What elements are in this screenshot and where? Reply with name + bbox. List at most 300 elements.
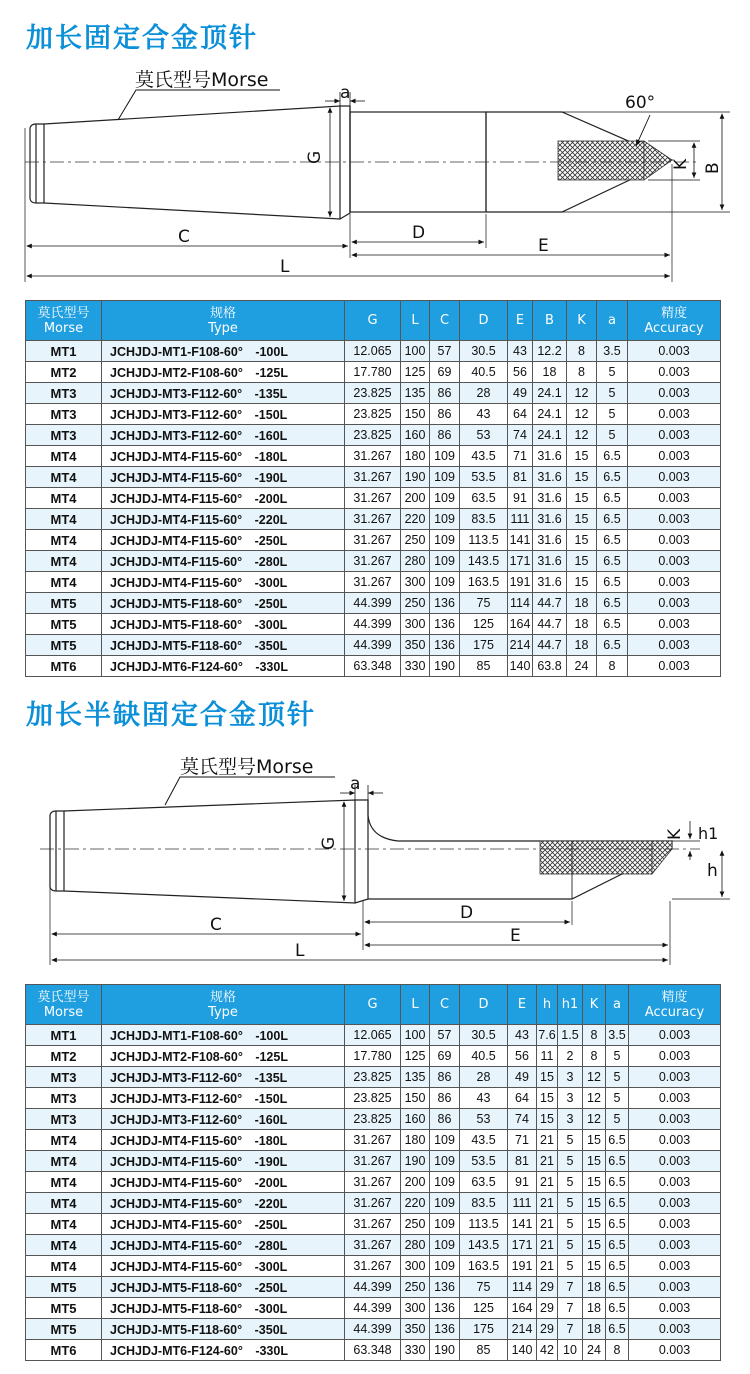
table-cell: 6.5	[606, 1235, 629, 1256]
table-cell: 10	[558, 1340, 583, 1361]
cell-morse: MT5	[26, 1298, 102, 1319]
dim2-label-h1: h1	[698, 824, 719, 843]
header-g: G	[345, 301, 401, 341]
header-c: C	[430, 985, 460, 1025]
table-cell: 135	[401, 383, 430, 404]
table-cell: 136	[430, 1298, 460, 1319]
table-cell: 31.6	[533, 509, 567, 530]
table-row	[26, 362, 721, 383]
table-header-row	[26, 301, 721, 341]
cell-morse: MT4	[26, 1130, 102, 1151]
cell-type: JCHJDJ-MT4-F115-60° -250L	[102, 1214, 345, 1235]
cell-morse: MT6	[26, 656, 102, 677]
cell-morse: MT6	[26, 1340, 102, 1361]
table-cell: 15	[567, 572, 597, 593]
cell-morse: MT5	[26, 1277, 102, 1298]
table-cell: 125	[460, 1298, 508, 1319]
table-cell: 6.5	[606, 1193, 629, 1214]
table-cell: 18	[583, 1319, 606, 1340]
table-cell: 43.5	[460, 1130, 508, 1151]
table-cell: 12	[583, 1067, 606, 1088]
table-cell: 164	[508, 1298, 537, 1319]
cell-type: JCHJDJ-MT1-F108-60° -100L	[102, 341, 345, 362]
table-cell: 56	[508, 1046, 537, 1067]
table-cell: 163.5	[460, 572, 508, 593]
table-cell: 31.267	[345, 488, 401, 509]
table-cell: 5	[597, 404, 628, 425]
table-cell: 44.399	[345, 1298, 401, 1319]
dim2-label-k: K	[665, 828, 685, 840]
table-cell: 15	[583, 1193, 606, 1214]
table-cell: 31.267	[345, 1130, 401, 1151]
table-cell: 191	[508, 572, 533, 593]
table-cell: 57	[430, 341, 460, 362]
table-cell: 23.825	[345, 1067, 401, 1088]
table-row	[26, 383, 721, 404]
table-cell: 31.267	[345, 1151, 401, 1172]
table-cell: 75	[460, 1277, 508, 1298]
table-cell: 125	[401, 1046, 430, 1067]
table-row	[26, 614, 721, 635]
table-cell: 6.5	[597, 551, 628, 572]
table-cell: 0.003	[628, 614, 721, 635]
table-body	[26, 341, 721, 677]
table-cell: 109	[430, 572, 460, 593]
table-cell: 141	[508, 1214, 537, 1235]
table-cell: 56	[508, 362, 533, 383]
section2-spec-table	[25, 984, 721, 1361]
cell-morse: MT5	[26, 614, 102, 635]
dim-label-g: G	[305, 150, 325, 164]
table-cell: 15	[537, 1088, 558, 1109]
cell-type: JCHJDJ-MT4-F115-60° -300L	[102, 1256, 345, 1277]
cell-type: JCHJDJ-MT3-F112-60° -150L	[102, 404, 345, 425]
table-cell: 3.5	[606, 1025, 629, 1046]
table-cell: 5	[558, 1193, 583, 1214]
table-cell: 180	[401, 1130, 430, 1151]
table-cell: 12	[567, 383, 597, 404]
cell-morse: MT4	[26, 488, 102, 509]
table-cell: 31.267	[345, 1193, 401, 1214]
table-cell: 220	[401, 509, 430, 530]
cell-morse: MT4	[26, 1256, 102, 1277]
cell-morse: MT4	[26, 509, 102, 530]
table-cell: 53.5	[460, 1151, 508, 1172]
table-cell: 109	[430, 446, 460, 467]
table-cell: 164	[508, 614, 533, 635]
header-b: B	[533, 301, 567, 341]
header-type: 规格 Type	[102, 301, 345, 341]
header-g: G	[345, 985, 401, 1025]
table-cell: 63.8	[533, 656, 567, 677]
cell-morse: MT1	[26, 341, 102, 362]
table-cell: 136	[430, 1319, 460, 1340]
table-cell: 140	[508, 656, 533, 677]
table-cell: 109	[430, 1214, 460, 1235]
table-cell: 31.6	[533, 551, 567, 572]
table-cell: 85	[460, 656, 508, 677]
table-cell: 0.003	[629, 1025, 721, 1046]
table-cell: 0.003	[628, 593, 721, 614]
table-cell: 0.003	[628, 383, 721, 404]
table-cell: 12.065	[345, 341, 401, 362]
table-cell: 6.5	[597, 635, 628, 656]
table-cell: 250	[401, 593, 430, 614]
cell-morse: MT4	[26, 572, 102, 593]
table-cell: 190	[401, 467, 430, 488]
cell-morse: MT4	[26, 1172, 102, 1193]
table-cell: 0.003	[629, 1067, 721, 1088]
table-cell: 5	[558, 1214, 583, 1235]
table-cell: 85	[460, 1340, 508, 1361]
table-cell: 44.7	[533, 635, 567, 656]
cell-type: JCHJDJ-MT2-F108-60° -125L	[102, 362, 345, 383]
table-row	[26, 1088, 721, 1109]
table-cell: 6.5	[597, 530, 628, 551]
table-cell: 23.825	[345, 404, 401, 425]
table-cell: 0.003	[628, 467, 721, 488]
table-cell: 6.5	[597, 593, 628, 614]
dim-label-l: L	[280, 257, 290, 277]
table-cell: 0.003	[628, 362, 721, 383]
table-cell: 3	[558, 1067, 583, 1088]
cell-type: JCHJDJ-MT5-F118-60° -350L	[102, 1319, 345, 1340]
table-cell: 1.5	[558, 1025, 583, 1046]
table-cell: 53.5	[460, 467, 508, 488]
table-cell: 111	[508, 1193, 537, 1214]
table-cell: 160	[401, 425, 430, 446]
dim2-label-a: a	[350, 774, 361, 794]
table-cell: 7	[558, 1298, 583, 1319]
table-row	[26, 635, 721, 656]
table-row	[26, 404, 721, 425]
table-cell: 8	[567, 362, 597, 383]
section1-callout: 莫氏型号Morse	[135, 69, 269, 91]
table-row	[26, 1193, 721, 1214]
header-d: D	[460, 985, 508, 1025]
table-row	[26, 1046, 721, 1067]
table-cell: 220	[401, 1193, 430, 1214]
table-cell: 280	[401, 1235, 430, 1256]
table-cell: 0.003	[629, 1235, 721, 1256]
table-cell: 15	[567, 509, 597, 530]
table-cell: 42	[537, 1340, 558, 1361]
table-cell: 29	[537, 1277, 558, 1298]
cell-morse: MT3	[26, 1067, 102, 1088]
cell-morse: MT4	[26, 551, 102, 572]
table-cell: 74	[508, 425, 533, 446]
table-cell: 21	[537, 1130, 558, 1151]
table-cell: 53	[460, 425, 508, 446]
table-cell: 15	[567, 467, 597, 488]
dim2-label-h: h	[707, 861, 718, 881]
cell-type: JCHJDJ-MT4-F115-60° -180L	[102, 1130, 345, 1151]
dim-label-e: E	[538, 236, 549, 256]
cell-type: JCHJDJ-MT5-F118-60° -300L	[102, 614, 345, 635]
table-body	[26, 1025, 721, 1361]
table-cell: 5	[606, 1109, 629, 1130]
table-cell: 43	[508, 341, 533, 362]
table-cell: 0.003	[629, 1298, 721, 1319]
table-row	[26, 1256, 721, 1277]
table-cell: 23.825	[345, 383, 401, 404]
cell-type: JCHJDJ-MT1-F108-60° -100L	[102, 1025, 345, 1046]
header-k: K	[567, 301, 597, 341]
table-cell: 150	[401, 1088, 430, 1109]
table-row	[26, 656, 721, 677]
table-cell: 8	[567, 341, 597, 362]
table-row	[26, 488, 721, 509]
table-cell: 23.825	[345, 1109, 401, 1130]
table-cell: 0.003	[629, 1046, 721, 1067]
table-cell: 81	[508, 1151, 537, 1172]
header-accuracy: 精度 Accuracy	[628, 301, 721, 341]
table-cell: 12	[567, 404, 597, 425]
section2-title: 加长半缺固定合金顶针	[26, 700, 316, 731]
table-cell: 69	[430, 362, 460, 383]
dim2-label-e: E	[510, 926, 521, 946]
cell-type: JCHJDJ-MT6-F124-60° -330L	[102, 656, 345, 677]
table-cell: 5	[558, 1130, 583, 1151]
table-cell: 64	[508, 404, 533, 425]
dim-label-a: a	[340, 83, 351, 103]
table-cell: 21	[537, 1214, 558, 1235]
table-cell: 24	[567, 656, 597, 677]
cell-morse: MT3	[26, 404, 102, 425]
table-row	[26, 425, 721, 446]
cell-type: JCHJDJ-MT4-F115-60° -220L	[102, 1193, 345, 1214]
cell-type: JCHJDJ-MT4-F115-60° -180L	[102, 446, 345, 467]
table-cell: 29	[537, 1298, 558, 1319]
cell-type: JCHJDJ-MT3-F112-60° -150L	[102, 1088, 345, 1109]
table-cell: 31.267	[345, 467, 401, 488]
table-cell: 190	[430, 656, 460, 677]
table-cell: 30.5	[460, 341, 508, 362]
table-row	[26, 1319, 721, 1340]
table-cell: 15	[583, 1130, 606, 1151]
table-row	[26, 341, 721, 362]
table-cell: 300	[401, 614, 430, 635]
table-cell: 18	[533, 362, 567, 383]
table-row	[26, 1109, 721, 1130]
section1-spec-table	[25, 300, 721, 677]
table-row	[26, 1298, 721, 1319]
table-row	[26, 572, 721, 593]
table-cell: 81	[508, 467, 533, 488]
table-row	[26, 446, 721, 467]
table-cell: 0.003	[629, 1109, 721, 1130]
table-cell: 0.003	[629, 1256, 721, 1277]
table-cell: 44.399	[345, 614, 401, 635]
table-cell: 86	[430, 425, 460, 446]
cell-type: JCHJDJ-MT3-F112-60° -160L	[102, 425, 345, 446]
table-cell: 53	[460, 1109, 508, 1130]
table-cell: 31.267	[345, 1172, 401, 1193]
table-cell: 136	[430, 635, 460, 656]
cell-type: JCHJDJ-MT3-F112-60° -160L	[102, 1109, 345, 1130]
table-cell: 63.348	[345, 656, 401, 677]
table-cell: 15	[583, 1256, 606, 1277]
cell-type: JCHJDJ-MT6-F124-60° -330L	[102, 1340, 345, 1361]
table-cell: 109	[430, 530, 460, 551]
table-cell: 15	[567, 446, 597, 467]
table-cell: 109	[430, 551, 460, 572]
table-cell: 63.5	[460, 488, 508, 509]
table-cell: 31.267	[345, 446, 401, 467]
table-cell: 0.003	[629, 1193, 721, 1214]
table-cell: 44.399	[345, 1277, 401, 1298]
table-cell: 6.5	[597, 467, 628, 488]
table-cell: 23.825	[345, 1088, 401, 1109]
table-cell: 15	[583, 1172, 606, 1193]
table-cell: 250	[401, 1277, 430, 1298]
cell-morse: MT4	[26, 530, 102, 551]
cell-type: JCHJDJ-MT4-F115-60° -280L	[102, 551, 345, 572]
table-cell: 40.5	[460, 362, 508, 383]
table-cell: 28	[460, 1067, 508, 1088]
cell-morse: MT4	[26, 467, 102, 488]
dim-label-k: K	[671, 158, 691, 170]
table-cell: 64	[508, 1088, 537, 1109]
table-cell: 0.003	[628, 404, 721, 425]
table-cell: 8	[606, 1340, 629, 1361]
table-cell: 5	[606, 1046, 629, 1067]
table-cell: 109	[430, 467, 460, 488]
table-cell: 15	[567, 488, 597, 509]
header-e: E	[508, 301, 533, 341]
table-cell: 190	[401, 1151, 430, 1172]
header-h: h	[537, 985, 558, 1025]
table-cell: 44.399	[345, 635, 401, 656]
table-cell: 15	[537, 1109, 558, 1130]
dim-label-angle: 60°	[625, 93, 656, 113]
cell-morse: MT2	[26, 362, 102, 383]
table-cell: 330	[401, 656, 430, 677]
table-cell: 83.5	[460, 509, 508, 530]
table-cell: 0.003	[628, 509, 721, 530]
table-cell: 214	[508, 635, 533, 656]
table-cell: 21	[537, 1151, 558, 1172]
table-cell: 214	[508, 1319, 537, 1340]
table-cell: 6.5	[597, 572, 628, 593]
table-cell: 86	[430, 383, 460, 404]
table-cell: 109	[430, 1256, 460, 1277]
table-cell: 31.267	[345, 1235, 401, 1256]
table-cell: 24	[583, 1340, 606, 1361]
table-row	[26, 1340, 721, 1361]
table-cell: 44.399	[345, 1319, 401, 1340]
table-cell: 0.003	[628, 530, 721, 551]
table-cell: 30.5	[460, 1025, 508, 1046]
table-cell: 7	[558, 1319, 583, 1340]
cell-morse: MT4	[26, 1235, 102, 1256]
header-morse: 莫氏型号 Morse	[26, 301, 102, 341]
table-cell: 49	[508, 1067, 537, 1088]
table-cell: 91	[508, 488, 533, 509]
header-accuracy: 精度 Accuracy	[629, 985, 721, 1025]
table-cell: 31.6	[533, 488, 567, 509]
cell-type: JCHJDJ-MT2-F108-60° -125L	[102, 1046, 345, 1067]
table-cell: 63.5	[460, 1172, 508, 1193]
table-cell: 31.6	[533, 467, 567, 488]
table-cell: 28	[460, 383, 508, 404]
table-cell: 15	[537, 1067, 558, 1088]
table-cell: 6.5	[606, 1298, 629, 1319]
table-cell: 125	[460, 614, 508, 635]
table-cell: 300	[401, 1298, 430, 1319]
table-cell: 83.5	[460, 1193, 508, 1214]
table-cell: 12	[567, 425, 597, 446]
table-cell: 350	[401, 1319, 430, 1340]
section1-diagram	[0, 0, 750, 292]
table-cell: 15	[567, 530, 597, 551]
table-cell: 125	[401, 362, 430, 383]
dim-label-b: B	[703, 162, 723, 174]
table-cell: 143.5	[460, 1235, 508, 1256]
table-cell: 250	[401, 1214, 430, 1235]
table-cell: 74	[508, 1109, 537, 1130]
table-row	[26, 467, 721, 488]
table-cell: 135	[401, 1067, 430, 1088]
header-l: L	[401, 985, 430, 1025]
table-cell: 191	[508, 1256, 537, 1277]
table-row	[26, 1214, 721, 1235]
table-cell: 86	[430, 1067, 460, 1088]
table-row	[26, 1235, 721, 1256]
table-cell: 8	[597, 656, 628, 677]
table-cell: 109	[430, 1151, 460, 1172]
cell-type: JCHJDJ-MT4-F115-60° -200L	[102, 488, 345, 509]
table-cell: 0.003	[628, 446, 721, 467]
dim-label-d: D	[412, 223, 426, 243]
cell-type: JCHJDJ-MT4-F115-60° -250L	[102, 530, 345, 551]
cell-type: JCHJDJ-MT5-F118-60° -300L	[102, 1298, 345, 1319]
cell-type: JCHJDJ-MT3-F112-60° -135L	[102, 383, 345, 404]
dim2-label-g: G	[319, 836, 339, 850]
table-cell: 63.348	[345, 1340, 401, 1361]
table-cell: 0.003	[628, 572, 721, 593]
table-cell: 3.5	[597, 341, 628, 362]
table-cell: 109	[430, 1193, 460, 1214]
table-cell: 280	[401, 551, 430, 572]
table-cell: 29	[537, 1319, 558, 1340]
table-cell: 171	[508, 551, 533, 572]
table-cell: 109	[430, 509, 460, 530]
cell-morse: MT2	[26, 1046, 102, 1067]
table-header-row	[26, 985, 721, 1025]
table-cell: 31.6	[533, 446, 567, 467]
table-cell: 6.5	[606, 1256, 629, 1277]
table-cell: 17.780	[345, 362, 401, 383]
table-cell: 6.5	[597, 488, 628, 509]
table-cell: 86	[430, 404, 460, 425]
table-cell: 31.267	[345, 530, 401, 551]
table-row	[26, 530, 721, 551]
table-cell: 5	[558, 1151, 583, 1172]
cell-morse: MT4	[26, 446, 102, 467]
table-cell: 49	[508, 383, 533, 404]
table-cell: 71	[508, 1130, 537, 1151]
table-cell: 91	[508, 1172, 537, 1193]
section2-diagram	[0, 735, 750, 980]
cell-morse: MT4	[26, 1193, 102, 1214]
table-cell: 24.1	[533, 425, 567, 446]
table-cell: 21	[537, 1172, 558, 1193]
table-cell: 109	[430, 1235, 460, 1256]
cell-type: JCHJDJ-MT5-F118-60° -350L	[102, 635, 345, 656]
table-cell: 0.003	[629, 1277, 721, 1298]
table-cell: 300	[401, 572, 430, 593]
